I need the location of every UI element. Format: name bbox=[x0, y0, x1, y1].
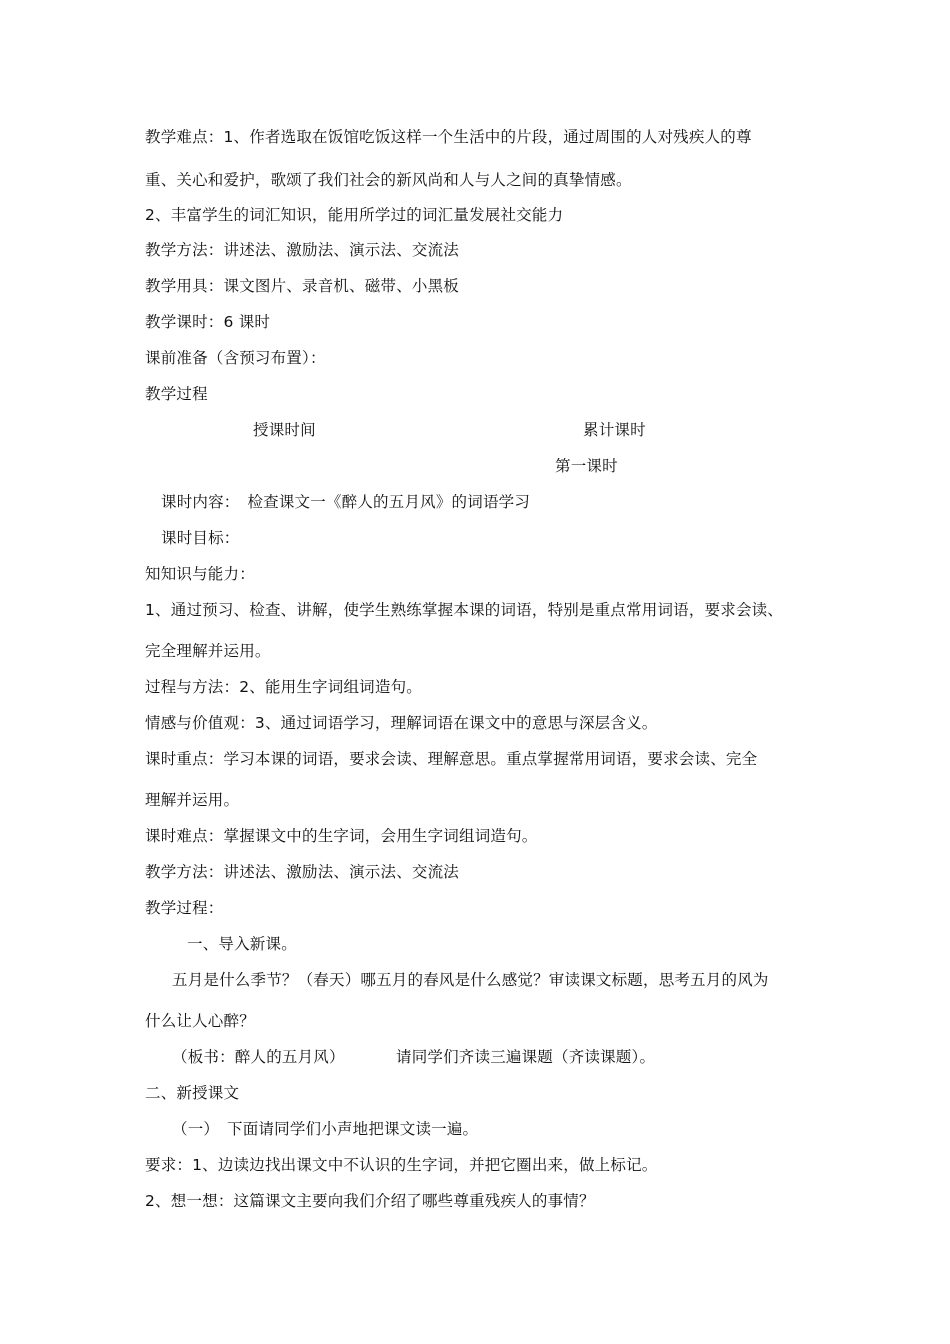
text-line: 教学课时：6 课时 bbox=[145, 313, 271, 331]
text-line: 五月是什么季节？（春天）哪五月的春风是什么感觉？审读课文标题，思考五月的风为 bbox=[172, 971, 769, 989]
text-line: 情感与价值观：3、通过词语学习，理解词语在课文中的意思与深层含义。 bbox=[145, 714, 658, 732]
text-line: 教学方法：讲述法、激励法、演示法、交流法 bbox=[145, 863, 460, 881]
text-line: 课时目标： bbox=[161, 529, 240, 547]
text-line: 教学方法：讲述法、激励法、演示法、交流法 bbox=[145, 241, 460, 259]
text-line: 2、想一想：这篇课文主要向我们介绍了哪些尊重残疾人的事情？ bbox=[145, 1192, 595, 1210]
text-line: 教学过程： bbox=[145, 899, 224, 917]
text-line: 课前准备（含预习布置）： bbox=[145, 349, 326, 367]
text-line: 教学难点：1、作者选取在饭馆吃饭这样一个生活中的片段，通过周围的人对残疾人的尊 bbox=[145, 128, 752, 146]
text-line: 二、新授课文 bbox=[145, 1084, 240, 1102]
label-cumulative-hours: 累计课时 bbox=[583, 421, 646, 439]
text-line: 课时难点：掌握课文中的生字词，会用生字词组词造句。 bbox=[145, 827, 538, 845]
text-line: 重、关心和爱护，歌颂了我们社会的新风尚和人与人之间的真挚情感。 bbox=[145, 171, 632, 189]
text-line: 教学过程 bbox=[145, 385, 208, 403]
text-line: 课时重点：学习本课的词语，要求会读、理解意思。重点掌握常用词语，要求会读、完全 bbox=[145, 750, 758, 768]
text-line: 一、导入新课。 bbox=[187, 935, 297, 953]
text-line: （板书：醉人的五月风） bbox=[172, 1048, 345, 1066]
text-line: 完全理解并运用。 bbox=[145, 642, 271, 660]
text-line: 知知识与能力： bbox=[145, 565, 255, 583]
text-line: 什么让人心醉？ bbox=[145, 1012, 255, 1030]
text-line: 2、丰富学生的词汇知识，能用所学过的词汇量发展社交能力 bbox=[145, 206, 564, 224]
text-line: 请同学们齐读三遍课题（齐读课题）。 bbox=[396, 1048, 656, 1066]
text-line: 理解并运用。 bbox=[145, 791, 240, 809]
text-line: 过程与方法：2、能用生字词组词造句。 bbox=[145, 678, 422, 696]
text-line: （一） 下面请同学们小声地把课文读一遍。 bbox=[172, 1120, 479, 1138]
text-line: 要求：1、边读边找出课文中不认识的生字词，并把它圈出来，做上标记。 bbox=[145, 1156, 658, 1174]
label-lesson-one: 第一课时 bbox=[555, 457, 618, 475]
text-line: 教学用具：课文图片、录音机、磁带、小黑板 bbox=[145, 277, 460, 295]
text-line: 1、通过预习、检查、讲解，使学生熟练掌握本课的词语，特别是重点常用词语，要求会读、 bbox=[145, 601, 784, 619]
label-teaching-time: 授课时间 bbox=[253, 421, 316, 439]
text-line: 课时内容： 检查课文一《醉人的五月风》的词语学习 bbox=[161, 493, 531, 511]
